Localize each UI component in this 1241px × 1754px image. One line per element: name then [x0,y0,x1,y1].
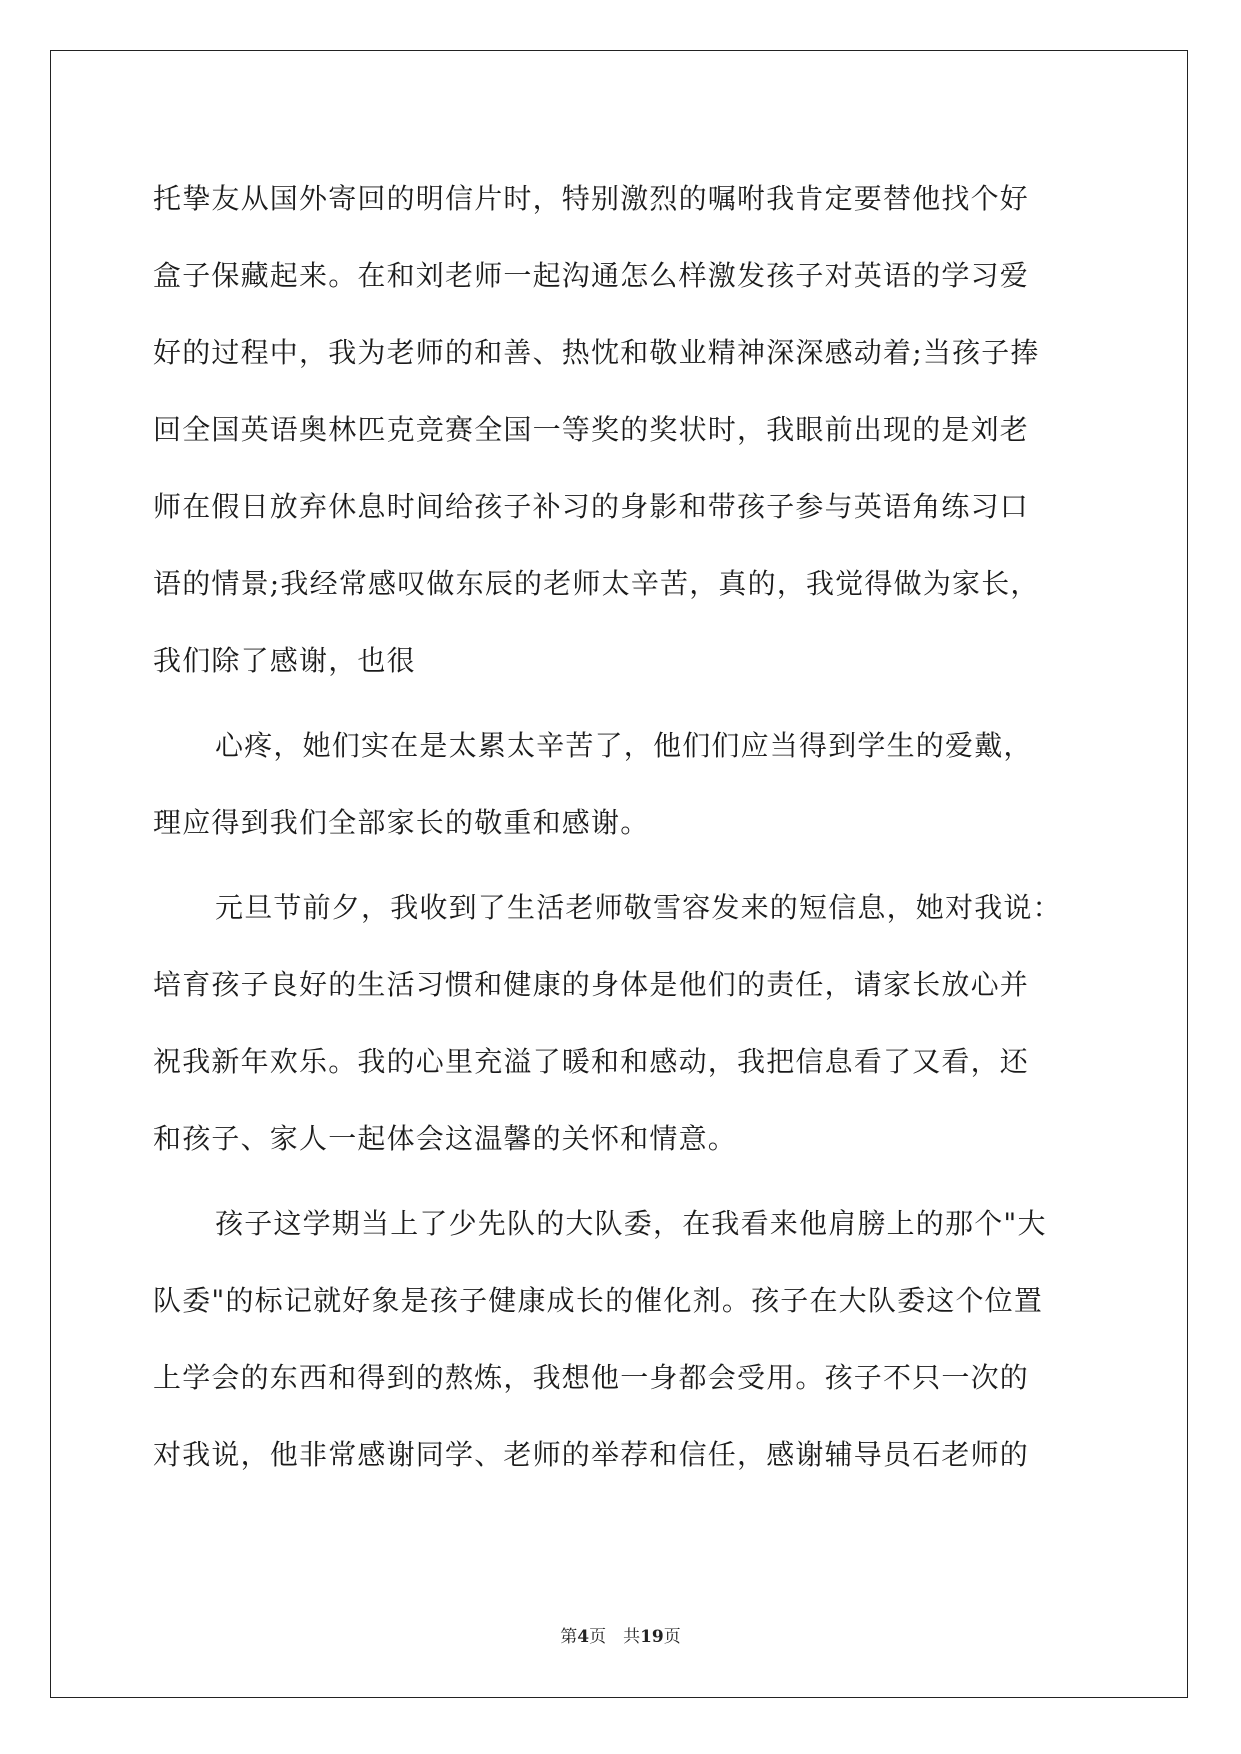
page-label-mid: 页 共 [589,1627,641,1647]
paragraph-first-line: 元旦节前夕，我收到了生活老师敬雪容发来的短信息，她对我说： [215,891,1062,924]
text-line: 好的过程中，我为老师的和善、热忱和敬业精神深深感动着;当孩子捧 [153,336,1040,369]
page-current: 4 [577,1627,590,1647]
text-line: 对我说，他非常感谢同学、老师的举荐和信任，感谢辅导员石老师的 [153,1438,1030,1471]
text-line: 队委"的标记就好象是孩子健康成长的催化剂。孩子在大队委这个位置 [153,1284,1044,1317]
page-total: 19 [640,1627,664,1647]
page-label-prefix: 第 [560,1627,578,1647]
text-line: 回全国英语奥林匹克竞赛全国一等奖的奖状时，我眼前出现的是刘老 [153,413,1030,446]
paragraph-first-line: 心疼，她们实在是太累太辛苦了，他们们应当得到学生的爱戴， [215,729,1033,762]
page-footer [0,1622,1241,1647]
text-line: 托挚友从国外寄回的明信片时，特别激烈的嘱咐我肯定要替他找个好 [153,182,1030,215]
text-line: 祝我新年欢乐。我的心里充溢了暖和和感动，我把信息看了又看，还 [153,1045,1030,1078]
text-line: 盒子保藏起来。在和刘老师一起沟通怎么样激发孩子对英语的学习爱 [153,259,1030,292]
text-line: 上学会的东西和得到的熬炼，我想他一身都会受用。孩子不只一次的 [153,1361,1030,1394]
text-line: 语的情景;我经常感叹做东辰的老师太辛苦，真的，我觉得做为家长， [153,567,1040,600]
text-line: 我们除了感谢，也很 [153,644,416,677]
page-label-suffix: 页 [663,1627,681,1647]
text-line: 师在假日放弃休息时间给孩子补习的身影和带孩子参与英语角练习口 [153,490,1030,523]
document-body [153,160,1089,1493]
paragraph-first-line: 孩子这学期当上了少先队的大队委，在我看来他肩膀上的那个"大 [215,1207,1047,1240]
text-line: 和孩子、家人一起体会这温馨的关怀和情意。 [153,1122,738,1155]
text-line: 理应得到我们全部家长的敬重和感谢。 [153,806,650,839]
text-line: 培育孩子良好的生活习惯和健康的身体是他们的责任，请家长放心并 [153,968,1030,1001]
